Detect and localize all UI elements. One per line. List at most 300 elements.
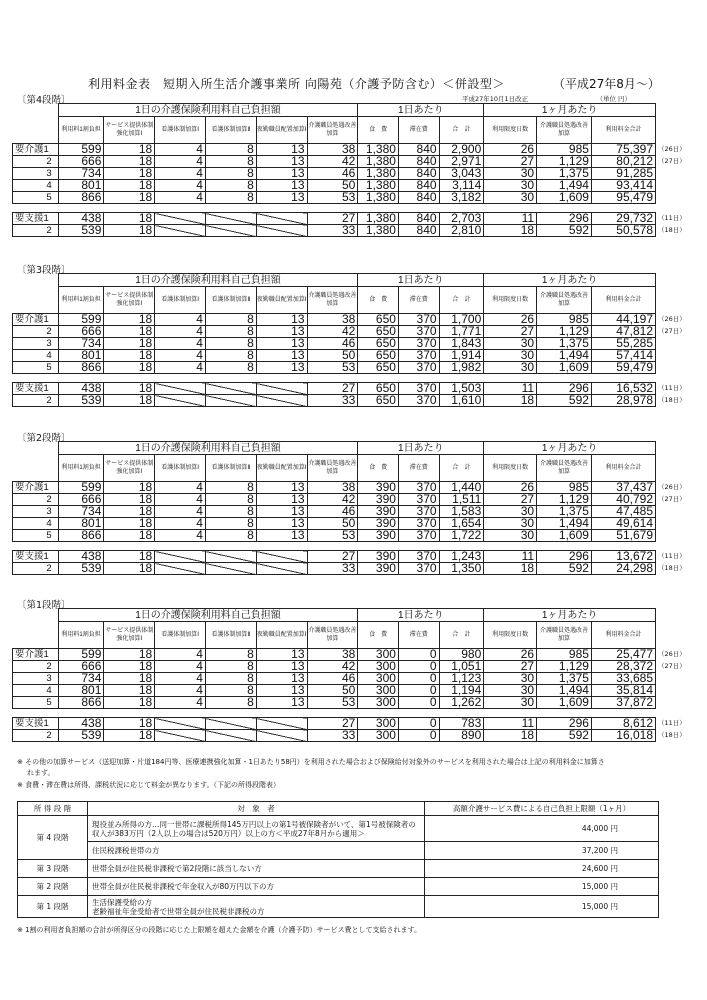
cell: 0 <box>398 697 439 709</box>
cell: 42 <box>307 494 358 506</box>
column-header: 介護職員処遇改善加算 <box>307 287 358 314</box>
cell: 734 <box>58 338 104 350</box>
cell: 13 <box>256 180 307 192</box>
cell: 985 <box>537 144 592 156</box>
unit-label: （単位 円） <box>599 95 632 103</box>
cell: 592 <box>537 563 592 575</box>
day-note: （26日） <box>658 145 686 153</box>
cell: 390 <box>358 551 399 563</box>
cell: 1,243 <box>439 551 484 563</box>
row-label: 2 <box>13 730 59 742</box>
cell: 40,792 <box>591 494 655 506</box>
note-cap: ※ 1割の利用者負担額の合計が所得区分の段階に応じた上限額を超えた金額を介護（介護予防）サービス費として支給されます。 <box>17 926 421 934</box>
row-label: 2 <box>13 326 59 338</box>
cell: 93,414 <box>591 180 655 192</box>
note-meals: ※ 食費・滞在費は所得、課税状況に応じて料金が異なります。（下記の所得段階表） <box>17 781 281 789</box>
cell: 18 <box>104 156 155 168</box>
cell: 18 <box>104 180 155 192</box>
cell: 390 <box>358 563 399 575</box>
row-label: 2 <box>13 661 59 673</box>
cell: 42 <box>307 661 358 673</box>
spacer <box>13 374 656 383</box>
column-header: 食 費 <box>358 455 399 482</box>
cell: 370 <box>398 506 439 518</box>
cell: 18 <box>104 350 155 362</box>
stage-label: 〔第3段階〕 <box>17 265 71 276</box>
corner <box>13 609 59 622</box>
day-notes <box>658 143 686 236</box>
cell: 1,494 <box>537 350 592 362</box>
cell: 840 <box>398 192 439 204</box>
cell: 866 <box>58 530 104 542</box>
column-header: 利用限度日数 <box>484 287 537 314</box>
cell: 650 <box>358 362 399 374</box>
cell: 1,194 <box>439 685 484 697</box>
not-applicable-cell <box>205 563 256 575</box>
row-label: 5 <box>13 697 59 709</box>
cell: 4 <box>155 661 206 673</box>
row-label: 4 <box>13 180 59 192</box>
cell: 1,380 <box>358 213 399 225</box>
cell: 539 <box>58 395 104 407</box>
cell: 47,812 <box>591 326 655 338</box>
header-day-group: 1日あたり <box>358 442 484 455</box>
cell: 1,610 <box>439 395 484 407</box>
cell: 300 <box>358 649 399 661</box>
row-label: 5 <box>13 192 59 204</box>
not-applicable-cell <box>205 383 256 395</box>
cell: 890 <box>439 730 484 742</box>
not-applicable-cell <box>256 563 307 575</box>
cell: 8 <box>205 482 256 494</box>
support-level-row <box>13 563 656 575</box>
effective-period: （平成27年8月～） <box>553 77 660 91</box>
stage-3-amount: 24,600 円 <box>425 860 659 878</box>
stage-4-target-a: 現役並み所得の方…同一世帯に課税所得145万円以上の第1号被保険者がいて、第1号被保険者の収入が383万円（2人以上の場合は520万円）以上の方＜平成27年8月から適用＞ <box>88 816 425 842</box>
cell: 50 <box>307 518 358 530</box>
cell: 4 <box>155 530 206 542</box>
care-level-row <box>13 494 656 506</box>
cell: 28,372 <box>591 661 655 673</box>
cell: 49,614 <box>591 518 655 530</box>
cell: 13 <box>256 518 307 530</box>
cell: 4 <box>155 362 206 374</box>
cell: 18 <box>104 563 155 575</box>
column-header: 合 計 <box>439 287 484 314</box>
care-level-row <box>13 685 656 697</box>
revision-date <box>462 94 631 103</box>
cell: 1,380 <box>358 225 399 237</box>
cell: 18 <box>104 518 155 530</box>
cell: 599 <box>58 314 104 326</box>
cell: 30 <box>484 192 537 204</box>
stage-1: 第 1 段階 <box>18 896 88 918</box>
care-level-row <box>13 144 656 156</box>
column-header: サービス提供体制強化加算Ⅰ <box>104 287 155 314</box>
cell: 599 <box>58 144 104 156</box>
cell: 30 <box>484 685 537 697</box>
corner <box>13 274 59 287</box>
care-level-row <box>13 168 656 180</box>
cell: 438 <box>58 383 104 395</box>
header-care-group: 1日の介護保険利用料自己負担額 <box>58 104 358 117</box>
stage-4: 第 4 段階 <box>18 816 88 860</box>
column-header: 介護職員処遇改善加算 <box>537 455 592 482</box>
corner <box>13 117 59 144</box>
day-note: （11日） <box>658 552 686 560</box>
header-month-group: 1ヶ月あたり <box>484 609 656 622</box>
cell: 650 <box>358 395 399 407</box>
row-label: 要介護1 <box>13 482 59 494</box>
cell: 1,771 <box>439 326 484 338</box>
day-notes <box>658 313 686 406</box>
not-applicable-cell <box>205 213 256 225</box>
cell: 370 <box>398 395 439 407</box>
column-header: 看護体制加算Ⅱ <box>205 117 256 144</box>
cell: 801 <box>58 180 104 192</box>
day-note: （18日） <box>658 731 686 739</box>
cell: 539 <box>58 563 104 575</box>
day-notes <box>658 481 686 574</box>
cell: 370 <box>398 383 439 395</box>
cell: 1,380 <box>358 144 399 156</box>
cell: 16,532 <box>591 383 655 395</box>
cell: 1,722 <box>439 530 484 542</box>
fee-table <box>12 441 656 575</box>
cell: 8 <box>205 144 256 156</box>
cell: 30 <box>484 168 537 180</box>
spacer <box>13 204 656 213</box>
cell: 46 <box>307 168 358 180</box>
cell: 4 <box>155 168 206 180</box>
cell: 1,350 <box>439 563 484 575</box>
support-level-row <box>13 225 656 237</box>
cell: 0 <box>398 685 439 697</box>
cell: 46 <box>307 673 358 685</box>
cell: 8 <box>205 192 256 204</box>
cell: 13 <box>256 192 307 204</box>
care-level-row <box>13 518 656 530</box>
day-note: （18日） <box>658 396 686 404</box>
cell: 8 <box>205 362 256 374</box>
cell: 4 <box>155 685 206 697</box>
day-note: （27日） <box>658 495 686 503</box>
day-note: （18日） <box>658 564 686 572</box>
row-label: 要支援1 <box>13 718 59 730</box>
cell: 30 <box>484 180 537 192</box>
fee-table <box>12 273 656 407</box>
support-level-row <box>13 213 656 225</box>
cell: 370 <box>398 494 439 506</box>
not-applicable-cell <box>256 551 307 563</box>
cell: 25,477 <box>591 649 655 661</box>
cell: 53 <box>307 697 358 709</box>
cell: 8 <box>205 180 256 192</box>
cell: 18 <box>484 730 537 742</box>
cell: 26 <box>484 482 537 494</box>
cell: 1,129 <box>537 494 592 506</box>
cell: 18 <box>104 697 155 709</box>
row-label: 5 <box>13 530 59 542</box>
column-header: 利用限度日数 <box>484 622 537 649</box>
cell: 438 <box>58 213 104 225</box>
cell: 4 <box>155 494 206 506</box>
cell: 539 <box>58 730 104 742</box>
care-level-row <box>13 338 656 350</box>
cell: 38 <box>307 649 358 661</box>
cell: 33 <box>307 225 358 237</box>
cell: 840 <box>398 168 439 180</box>
cell: 8 <box>205 338 256 350</box>
cell: 300 <box>358 730 399 742</box>
stage-label: 〔第2段階〕 <box>17 433 71 444</box>
cell: 1,583 <box>439 506 484 518</box>
cell: 30 <box>484 697 537 709</box>
row-label: 4 <box>13 685 59 697</box>
stage-1-target <box>88 896 425 918</box>
column-header: 看護体制加算Ⅰ <box>155 455 206 482</box>
stage-3-target: 世帯全員が住民税非課税で第2段階に該当しない方 <box>88 860 425 878</box>
support-level-row <box>13 395 656 407</box>
cell: 866 <box>58 362 104 374</box>
cell: 33 <box>307 730 358 742</box>
cell: 50 <box>307 180 358 192</box>
column-header: 利用料金合計 <box>591 455 655 482</box>
cell: 1,380 <box>358 180 399 192</box>
column-header: 食 費 <box>358 287 399 314</box>
cell: 840 <box>398 213 439 225</box>
row-label: 3 <box>13 673 59 685</box>
cell: 1,494 <box>537 180 592 192</box>
cell: 1,982 <box>439 362 484 374</box>
cell: 33 <box>307 395 358 407</box>
stage-1-target-b: 老齢福祉年金受給者で世帯全員が住民税非課税の方 <box>92 906 265 916</box>
cell: 650 <box>358 350 399 362</box>
cell: 28,978 <box>591 395 655 407</box>
care-level-row <box>13 506 656 518</box>
cell: 370 <box>398 563 439 575</box>
cell: 46 <box>307 506 358 518</box>
cell: 11 <box>484 718 537 730</box>
cell: 18 <box>104 192 155 204</box>
header-day-group: 1日あたり <box>358 274 484 287</box>
cell: 33 <box>307 563 358 575</box>
row-label: 2 <box>13 563 59 575</box>
cell: 18 <box>104 685 155 697</box>
stage-3: 第 3 段階 <box>18 860 88 878</box>
column-header: 夜勤職員配置加算Ⅰ <box>256 622 307 649</box>
cell: 18 <box>484 395 537 407</box>
cell: 42 <box>307 326 358 338</box>
cell: 75,397 <box>591 144 655 156</box>
not-applicable-cell <box>205 551 256 563</box>
corner <box>13 442 59 455</box>
column-header: 看護体制加算Ⅰ <box>155 622 206 649</box>
cell: 8 <box>205 156 256 168</box>
care-level-row <box>13 350 656 362</box>
care-level-row <box>13 156 656 168</box>
cell: 13 <box>256 314 307 326</box>
note-additional-cont: れます。 <box>27 769 55 777</box>
cell: 650 <box>358 383 399 395</box>
column-header: 合 計 <box>439 622 484 649</box>
cell: 2,900 <box>439 144 484 156</box>
cell: 27 <box>484 326 537 338</box>
fee-table <box>12 608 656 742</box>
cell: 592 <box>537 730 592 742</box>
cell: 18 <box>104 506 155 518</box>
cell: 300 <box>358 673 399 685</box>
cell: 18 <box>104 661 155 673</box>
cell: 4 <box>155 506 206 518</box>
stage-2-target: 世帯全員が住民税非課税で年金収入が80万円以下の方 <box>88 878 425 896</box>
cell: 650 <box>358 326 399 338</box>
row-label: 要支援1 <box>13 213 59 225</box>
cell: 370 <box>398 482 439 494</box>
care-level-row <box>13 192 656 204</box>
cell: 2,810 <box>439 225 484 237</box>
not-applicable-cell <box>205 718 256 730</box>
corner <box>13 455 59 482</box>
cell: 8 <box>205 673 256 685</box>
column-header: 合 計 <box>439 117 484 144</box>
cell: 4 <box>155 180 206 192</box>
cell: 1,494 <box>537 685 592 697</box>
cell: 13 <box>256 362 307 374</box>
cell: 13 <box>256 649 307 661</box>
cell: 8 <box>205 506 256 518</box>
column-header: サービス提供体制強化加算Ⅰ <box>104 455 155 482</box>
row-label: 要支援1 <box>13 551 59 563</box>
day-note: （27日） <box>658 327 686 335</box>
cell: 1,654 <box>439 518 484 530</box>
cell: 27 <box>307 383 358 395</box>
care-level-row <box>13 362 656 374</box>
support-level-row <box>13 551 656 563</box>
care-level-row <box>13 530 656 542</box>
cell: 985 <box>537 482 592 494</box>
page-title: 利用料金表 短期入所生活介護事業所 向陽苑（介護予防含む）＜併設型＞ <box>88 77 505 91</box>
column-header: 滞在費 <box>398 287 439 314</box>
cell: 1,380 <box>358 192 399 204</box>
cell: 18 <box>104 314 155 326</box>
not-applicable-cell <box>155 213 206 225</box>
cell: 26 <box>484 144 537 156</box>
not-applicable-cell <box>155 551 206 563</box>
not-applicable-cell <box>155 730 206 742</box>
header-day-group: 1日あたり <box>358 609 484 622</box>
cell: 2,703 <box>439 213 484 225</box>
not-applicable-cell <box>256 718 307 730</box>
spacer <box>13 542 656 551</box>
care-level-row <box>13 673 656 685</box>
column-header: 看護体制加算Ⅱ <box>205 287 256 314</box>
cell: 8 <box>205 326 256 338</box>
cell: 650 <box>358 314 399 326</box>
cell: 296 <box>537 718 592 730</box>
cell: 30 <box>484 673 537 685</box>
cell: 18 <box>104 730 155 742</box>
not-applicable-cell <box>205 225 256 237</box>
column-header: 利用料1割負担 <box>58 455 104 482</box>
cell: 11 <box>484 383 537 395</box>
care-level-row <box>13 697 656 709</box>
day-note: （18日） <box>658 226 686 234</box>
row-label: 要介護1 <box>13 144 59 156</box>
cell: 4 <box>155 314 206 326</box>
cell: 8 <box>205 168 256 180</box>
cell: 4 <box>155 649 206 661</box>
not-applicable-cell <box>155 383 206 395</box>
cell: 1,494 <box>537 518 592 530</box>
column-header: 介護職員処遇改善加算 <box>537 117 592 144</box>
cell: 866 <box>58 192 104 204</box>
cell: 1,511 <box>439 494 484 506</box>
cell: 370 <box>398 314 439 326</box>
day-note: （11日） <box>658 214 686 222</box>
cell: 13 <box>256 530 307 542</box>
cell: 11 <box>484 551 537 563</box>
cell: 18 <box>104 383 155 395</box>
cell: 1,503 <box>439 383 484 395</box>
cell: 370 <box>398 326 439 338</box>
header-month-group: 1ヶ月あたり <box>484 274 656 287</box>
column-header: 食 費 <box>358 117 399 144</box>
cell: 4 <box>155 156 206 168</box>
cell: 370 <box>398 362 439 374</box>
cell: 650 <box>358 338 399 350</box>
cell: 1,609 <box>537 192 592 204</box>
cell: 734 <box>58 168 104 180</box>
cell: 18 <box>104 362 155 374</box>
column-header: サービス提供体制強化加算Ⅰ <box>104 117 155 144</box>
cell: 1,129 <box>537 326 592 338</box>
cell: 296 <box>537 383 592 395</box>
column-header: 夜勤職員配置加算Ⅰ <box>256 117 307 144</box>
not-applicable-cell <box>205 730 256 742</box>
cell: 1,609 <box>537 362 592 374</box>
cell: 1,914 <box>439 350 484 362</box>
care-level-row <box>13 649 656 661</box>
cell: 13 <box>256 482 307 494</box>
cell: 30 <box>484 362 537 374</box>
day-note: （26日） <box>658 483 686 491</box>
cell: 4 <box>155 144 206 156</box>
cell: 13 <box>256 338 307 350</box>
column-header: 利用料金合計 <box>591 622 655 649</box>
note-additional: ※ その他の加算サービス（送迎加算・片道184円等、医療連携強化加算・1日あたり58円）を利用された場合および保険給付対象外のサービスを利用された場合は上記の利用料金に加算さ <box>17 758 605 766</box>
cell: 866 <box>58 697 104 709</box>
care-level-row <box>13 661 656 673</box>
cell: 840 <box>398 225 439 237</box>
cell: 370 <box>398 551 439 563</box>
cell: 8 <box>205 350 256 362</box>
cell: 50,578 <box>591 225 655 237</box>
row-label: 要介護1 <box>13 649 59 661</box>
cell: 30 <box>484 518 537 530</box>
cell: 44,197 <box>591 314 655 326</box>
cell: 1,375 <box>537 168 592 180</box>
cell: 13 <box>256 326 307 338</box>
cell: 1,262 <box>439 697 484 709</box>
cell: 390 <box>358 530 399 542</box>
cell: 53 <box>307 362 358 374</box>
cell: 13 <box>256 697 307 709</box>
cell: 55,285 <box>591 338 655 350</box>
column-header: 介護職員処遇改善加算 <box>307 455 358 482</box>
cell: 1,123 <box>439 673 484 685</box>
day-note: （27日） <box>658 157 686 165</box>
